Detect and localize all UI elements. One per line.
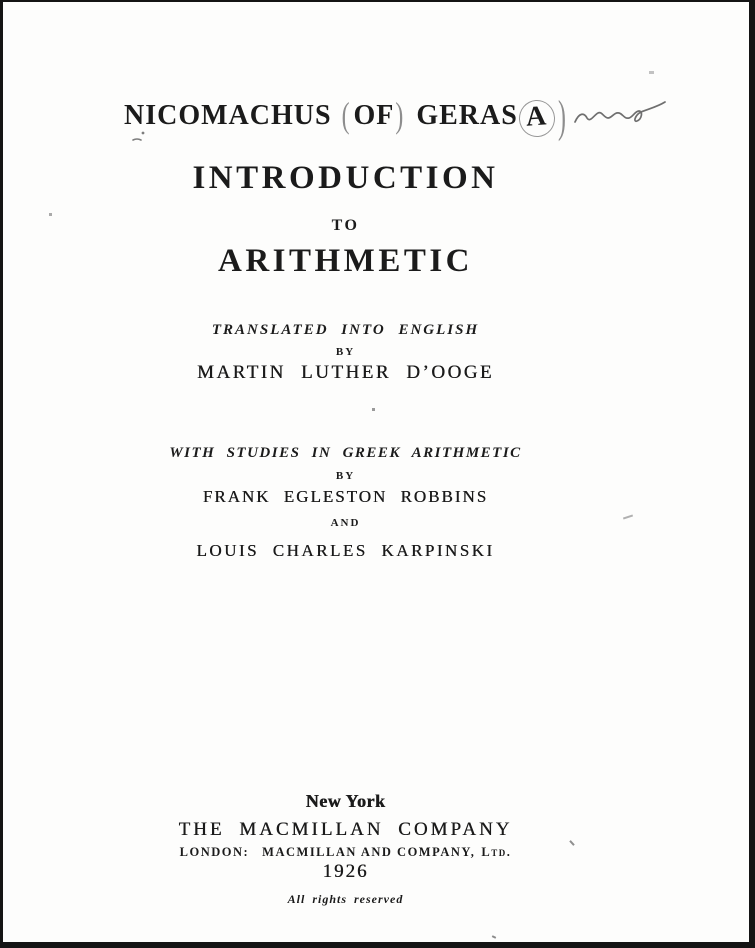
author-of-word: OF [353, 100, 395, 131]
translator-name: MARTIN LUTHER D’OOGE [196, 362, 495, 383]
main-title-connector: TO [331, 217, 360, 234]
rights-notice: All rights reserved [287, 892, 404, 906]
scan-speck [372, 408, 375, 411]
studies-note: WITH STUDIES IN GREEK ARITHMETIC [169, 445, 522, 461]
imprint-london-line [3, 845, 688, 859]
author-name-word: NICOMACHUS [124, 100, 332, 131]
studies-author2: LOUIS CHARLES KARPINSKI [196, 541, 495, 560]
main-title-line1: INTRODUCTION [192, 160, 499, 196]
paper [3, 2, 749, 942]
handwritten-scribble-icon [573, 98, 669, 134]
scan-speck [49, 213, 52, 216]
translation-note: TRANSLATED INTO ENGLISH [211, 322, 480, 338]
imprint-publisher: THE MACMILLAN COMPANY [178, 819, 513, 840]
pencil-check-mark-icon [131, 129, 147, 145]
imprint-ltd: Ltd. [481, 845, 512, 859]
author-place-word: GERAS [416, 100, 518, 131]
scan-speck [649, 71, 654, 74]
author-title-line [3, 93, 688, 143]
translation-by-label: BY [335, 346, 356, 358]
pencil-open-paren: ( [341, 97, 351, 137]
imprint-london-label: LONDON: [179, 845, 250, 859]
main-title-line2: ARITHMETIC [217, 243, 474, 279]
scan-speck [492, 935, 496, 939]
imprint-year: 1926 [322, 861, 369, 882]
imprint-london-rest: MACMILLAN AND COMPANY, [262, 845, 476, 859]
pencil-close-paren: ) [395, 97, 405, 137]
imprint-city: New York [305, 791, 386, 811]
pencil-trailing-paren: ) [558, 93, 567, 143]
studies-conjunction: AND [330, 517, 361, 529]
studies-author1: FRANK EGLESTON ROBBINS [202, 487, 489, 506]
pencil-circled-letter: A [518, 99, 557, 139]
studies-by-label: BY [335, 470, 356, 482]
